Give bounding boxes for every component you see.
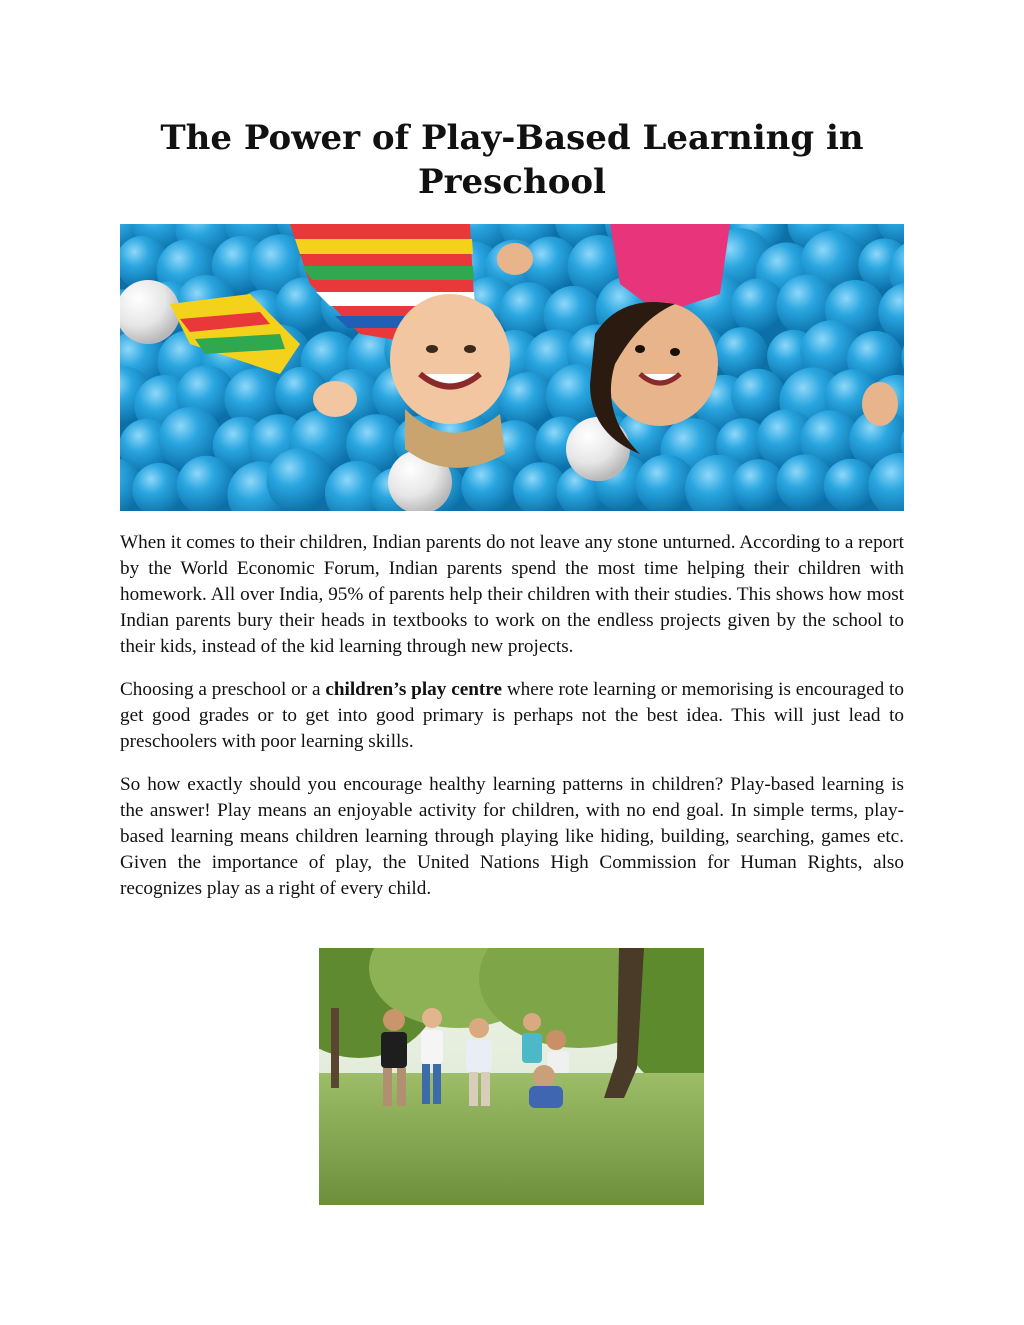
white-ball (566, 417, 630, 481)
ball-pit-illustration (120, 224, 904, 511)
bold-phrase-play-centre: children’s play centre (325, 679, 502, 700)
paragraph-3: So how exactly should you encourage healthy learning patterns in children? Play-based learning is the answer! Play means an enjoyable activity for children, with no end goal. In simple terms, play-based learning means children learning through playing like hiding, building, searching, games etc. Given the importance of play, the United Nations High Commission for Human Rights, also recognizes play as a right of every child. (120, 774, 904, 899)
hero-image-ball-pit (120, 224, 904, 511)
park-illustration (319, 948, 704, 1205)
paragraph-2-end: where rote learning or memorising is encouraged to get good grades or to get into good primary is perhaps not the best idea. This will just lead to preschoolers with poor learning skills. (120, 679, 904, 752)
paragraph-2-start: Choosing a preschool or a (120, 679, 326, 700)
paragraph-1: When it comes to their children, Indian parents do not leave any stone unturned. According to a report by the World Economic Forum, Indian parents spend the most time helping their children with homework. All over India, 95% of parents help their children with their studies. This shows how most Indian parents bury their heads in textbooks to work on the endless projects given by the school to their kids, instead of the kid learning through new projects. (120, 532, 904, 657)
paragraph-2 (120, 677, 904, 755)
blue-ball (267, 448, 332, 511)
children-playing-park-image (319, 948, 704, 1205)
page-title: The Power of Play-Based Learning in Preschool (160, 118, 864, 202)
article-body (120, 530, 904, 919)
